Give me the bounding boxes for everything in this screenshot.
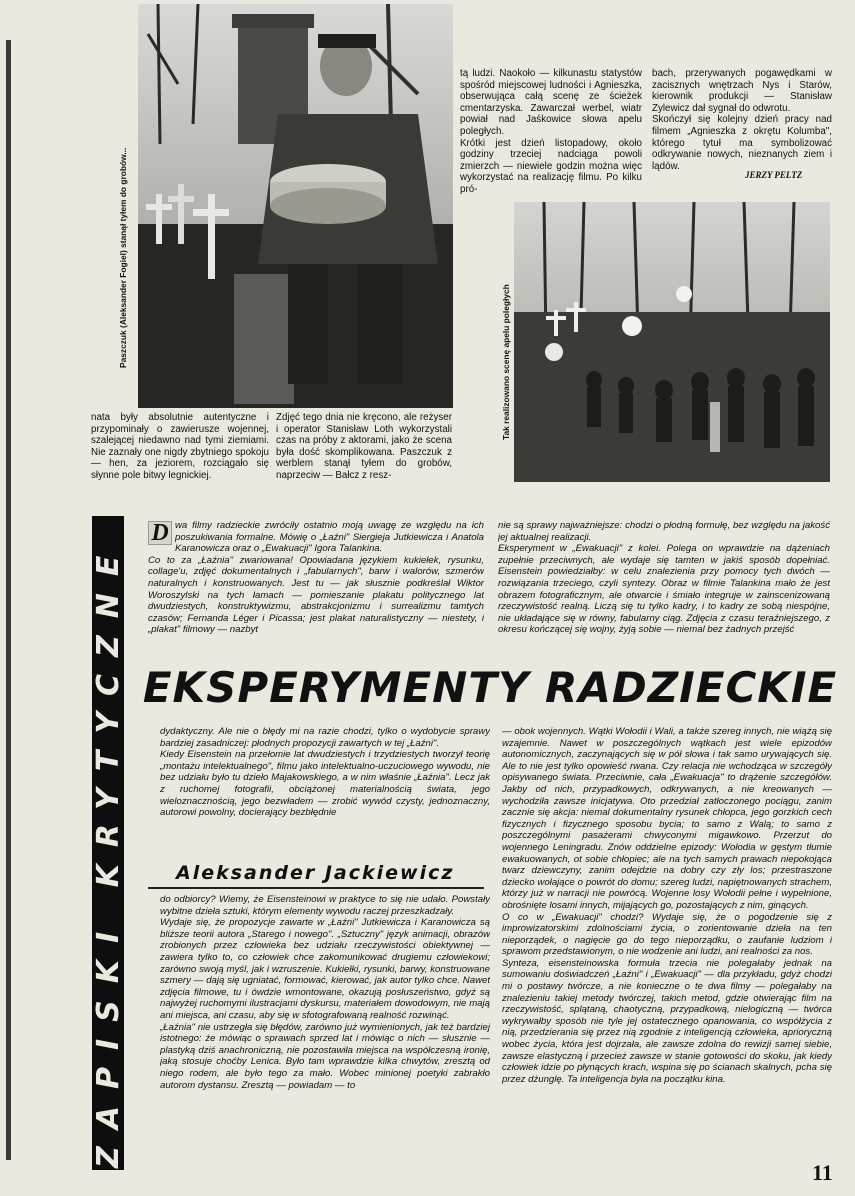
sidebar-label: ZAPISKI KRYTYCZNE	[91, 538, 126, 1168]
top-text-col-a: nata były absolutnie autentyczne i przypominały o zawierusze wojennej, szalejącej niedawno nad tymi ziemiami. Nie zaznały one nigdy zbytniego spokoju — hen, za jeziorem, rozciągało się słynne pole bitwy legnickiej.	[91, 412, 269, 481]
headline: EKSPERYMENTY RADZIECKIE	[142, 663, 838, 712]
intro-left-text: wa filmy radzieckie zwróciły ostatnio moją uwagę ze względu na ich poszukiwania formalne. Mówię o „Łaźni" Siergieja Jutkiewicza i Anatola Karanowicza oraz o „Ewakuacji" Igora Talankina. Co to za „Łaźnia" zwariowana! Opowiadana językiem kukiełek, rysunku, collage'u, zdjęć dokumentalnych i „fabularnych", barw i walorów, szmerów naturalnych i konstruowanych. Jest tu — jak słusznie podkreślał Wiktor Woroszylski na tych łamach — pomieszanie plakatu politycznego lat dwudziestych, konstruktywizmu, abstrakcjonizmu i surrealizmu tamtych czasów; Fernanda Léger i Picassa; jest plakat naturalistyczny — niestety, i „plakat" filmowy — nazbyt	[148, 520, 484, 636]
top-text-col-b: Zdjęć tego dnia nie kręcono, ale reżyser i operator Stanisław Loth wykorzystali czas na próby z aktorami, jako że scena była dość skomplikowana. Paszczuk z werblem stanął tyłem do grobów, naprzeciw — Bałcz z resz-	[276, 412, 452, 481]
photo-drummer	[138, 4, 453, 408]
drop-cap: D	[148, 521, 172, 545]
page-number: 11	[812, 1160, 833, 1185]
drummer-photo-art	[138, 4, 453, 408]
article-right-main: — obok wojennych. Wątki Wołodii i Wali, a także szereg innych, nie wiążą się wzajemnie. Nawet w poszczególnych wątkach jest wiele epizodów autonomicznych, zaczynających się w pół słowa i tak samo urywających się. Ale to nie jest tylko opowieść rwana. Czy relacja nie wchodząca w szczegóły opisywanego świata. Przeciwnie, cała „Ewakuacja" to drążenie szczegółów. Jakby od nich, przypadkowych, odkrywanych, a nie kreowanych — wychodziła zawsze inicjatywa. Oto przedział zatłoczonego pociągu, zanim zacznie się akcja: niemal dokumentalny rysunek chłopca, jego gorzkich cech fizycznych i fizycznego sposobu bycia; to samo z Walą; to samo z poszczególnymi pasażerami chwyconymi migawkowo. Przerzut do wojennego Leningradu. Znów oddzielne epizody: Wołodia w gęstym tłumie ewakuowanych, ot sobie chłopiec; ale na tych samych prawach niepokojąca twarz dziewczyny, zanim odejdzie na dobry czy zły los; przestraszone dziecko wołające o powrót do domu; szereg ludzi, napiętnowanych strachem, którzy już w narracji nie powrócą. Wojenne losy Wołodii pełne i wypełnione, obrośnięte losami innych, mijających go, pozostających z nim, ginących. O co w „Ewakuacji" chodzi? Wydaje się, że o pogodzenie się z improwizatorskimi zdolnościami życia, o zorientowanie dzieła na ten nieporządek, o nagięcie go do tego nieporządku, o zaufanie ludziom i sprawom przedstawionym, o nie wodzenie ani ludzi, ani realności za nos. Synteza, eisensteinowska formuła trzecia nie polegałaby jednak na sumowaniu doświadczeń „Łaźni" i „Ewakuacji" — dla przykładu, gdyż chodzi mi o postawy twórcze, a nie konieczne o te dwa filmy — polegałaby na znalezieniu takiej metody twórczej, takich metod, gdzie otwierając film na rzeczywistość, splątaną, chaotyczną, przypadkową, nielogiczną — twórca wykrywałby sposób nie tyle jej ostatecznego opanowania, co współżycia z nią, przedzierania się przez nią zgodnie z inteligencją człowieka, aprioryczną wobec życia, która jest dojrzała, ale zawsze zdolna do rewizji samej siebie, zawsze elastyczną i przecież zawsze w stanie gotowości do skoku, jak kiedy człowiek idzie po płynących krach, wspina się po ścianach skalnych, pcha się przez dżunglę. Ta inteligencja była na początku kina.	[502, 726, 832, 1085]
author-name: Aleksander Jackiewicz	[176, 862, 455, 884]
left-margin-rule	[6, 40, 11, 1160]
intro-left	[148, 520, 484, 650]
top-text-col-d: bach, przerywanych pogawędkami w zacisznych wnętrzach Nys i Starów, kierownik produkcji — Stanisław Zylewicz dał sygnał do odwrotu. Skończył się kolejny dzień pracy nad filmem „Agnieszka z okrętu Kolumba", którego tytuł ma symbolizować odkrywanie nowych, nieznanych ziem i lądów.	[652, 68, 832, 172]
top-text-col-c: tą ludzi. Naokoło — kilkunastu statystów spośród miejscowej ludności i Agnieszka, obserwująca całą scenę ze ścieżek cmentarzyska. Zawarczał werbel, wiatr powiał nad Jaśkowice słowa apelu poległych. Krótki jest dzień listopadowy, około godziny trzeciej nadciąga powoli zmierzch — niewiele godzin można więc wykorzystać na realizację filmu. Po kilku pró-	[460, 68, 642, 195]
article-left-upper: dydaktyczny. Ale nie o błędy mi na razie chodzi, tylko o wydobycie sprawy bardziej zasadniczej: płodnych propozycji zawartych w tej „Łaźni". Kiedy Eisenstein na przełomie lat dwudziestych i trzydziestych tworzył teorię „montażu intelektualnego", filmu jako intelektualno-uczuciowego wywodu, nie bez udziału było tu dzieło Majakowskiego, a w nim właśnie „Łaźnia". Lecz jak z ruchomej fotografii, obciążonej materialnością świata, jego wieloznacznością, jego bezwładem — zrobić wywód czysty, jednoznaczny, autorowi powolny, docierający bezbłędnie	[160, 726, 490, 819]
intro-right: nie są sprawy najważniejsze: chodzi o płodną formułę, bez względu na jakość jej aktualnej realizacji. Eksperyment w „Ewakuacji" z kolei. Polega on wprawdzie na dążeniach zupełnie przeciwnych, ale wydaje się tamten w jakiś sposób dopełniać. Eisenstein powiedziałby: w celu znalezienia przy pomocy tych dwóch — rozwiązania trzeciego, czyli syntezy. Obraz w filmie Talankina mało że jest obrazem fotograficznym, ale otwarcie i śmiało integruje w zainscenizowaną rzeczywistość realną. Liczą się tu tylko kadry, i to kadry ze sobą niespójne, nie układające się w równy, fabularny ciąg. Zdjęcia z czasu teraźniejszego, z okresu kończącej się wojny, żyją sobie — niemal bez żadnych przejść	[498, 520, 830, 636]
photo2-caption: Tak realizowano scenę apelu poległych	[501, 284, 511, 440]
author-rule	[148, 887, 484, 889]
apel-photo-art	[514, 202, 830, 482]
article-left-lower: do odbiorcy? Wiemy, że Eisensteinowi w praktyce to się nie udało. Powstały wybitne dzieła sztuki, którym elementy wywodu raczej przeszkadzały. Wydaje się, że propozycje zawarte w „Łaźni" Jutkiewicza i Karanowicza są bliższe teorii autora „Starego i nowego". „Sztuczny" język animacji, obrazów zrobionych przez człowieka bez udziału rzeczywistości obiektywnej — zawiera tylko to, co człowiek chce zakomunikować drugiemu człowiekowi; zarówno swoją myśl, jak i wzruszenie. Kukiełki, rysunki, barwy, konstruowane szmery — dają się ugniatać, formować, kierować, jak autor tylko chce. Nawet zdjęcia filmowe, tu i ówdzie wmontowane, okazują posłuszeństwo, gdyż są najwyżej ruchomymi ilustracjami dyskursu, materiałem dowodowym, nie mają ani miejsca, ani czasu, aby się w sfotografowaną realność rozwinąć. „Łaźnia" nie ustrzegła się błędów, zarówno już wymienionych, jak też bardziej istotnego: że mówiąc o sprawach sprzed lat i mówiąc o nich — słusznie — plastyką dziś anachroniczną, nie pozostawiła miejsca na współczesną ironię, jaką stosuje choćby Lenica. Było tam wprawdzie kilka chwytów, zresztą od niego rodem, ale było tego za mało. Wobec minionej poetyki zabrakło autorom dystansu. Zresztą — powiadam — to	[160, 894, 490, 1091]
photo1-caption: Paszczuk (Aleksander Fogiel) stanął tyłem do grobów...	[118, 147, 128, 368]
signature: JERZY PELTZ	[745, 170, 803, 180]
photo-apel	[514, 202, 830, 482]
